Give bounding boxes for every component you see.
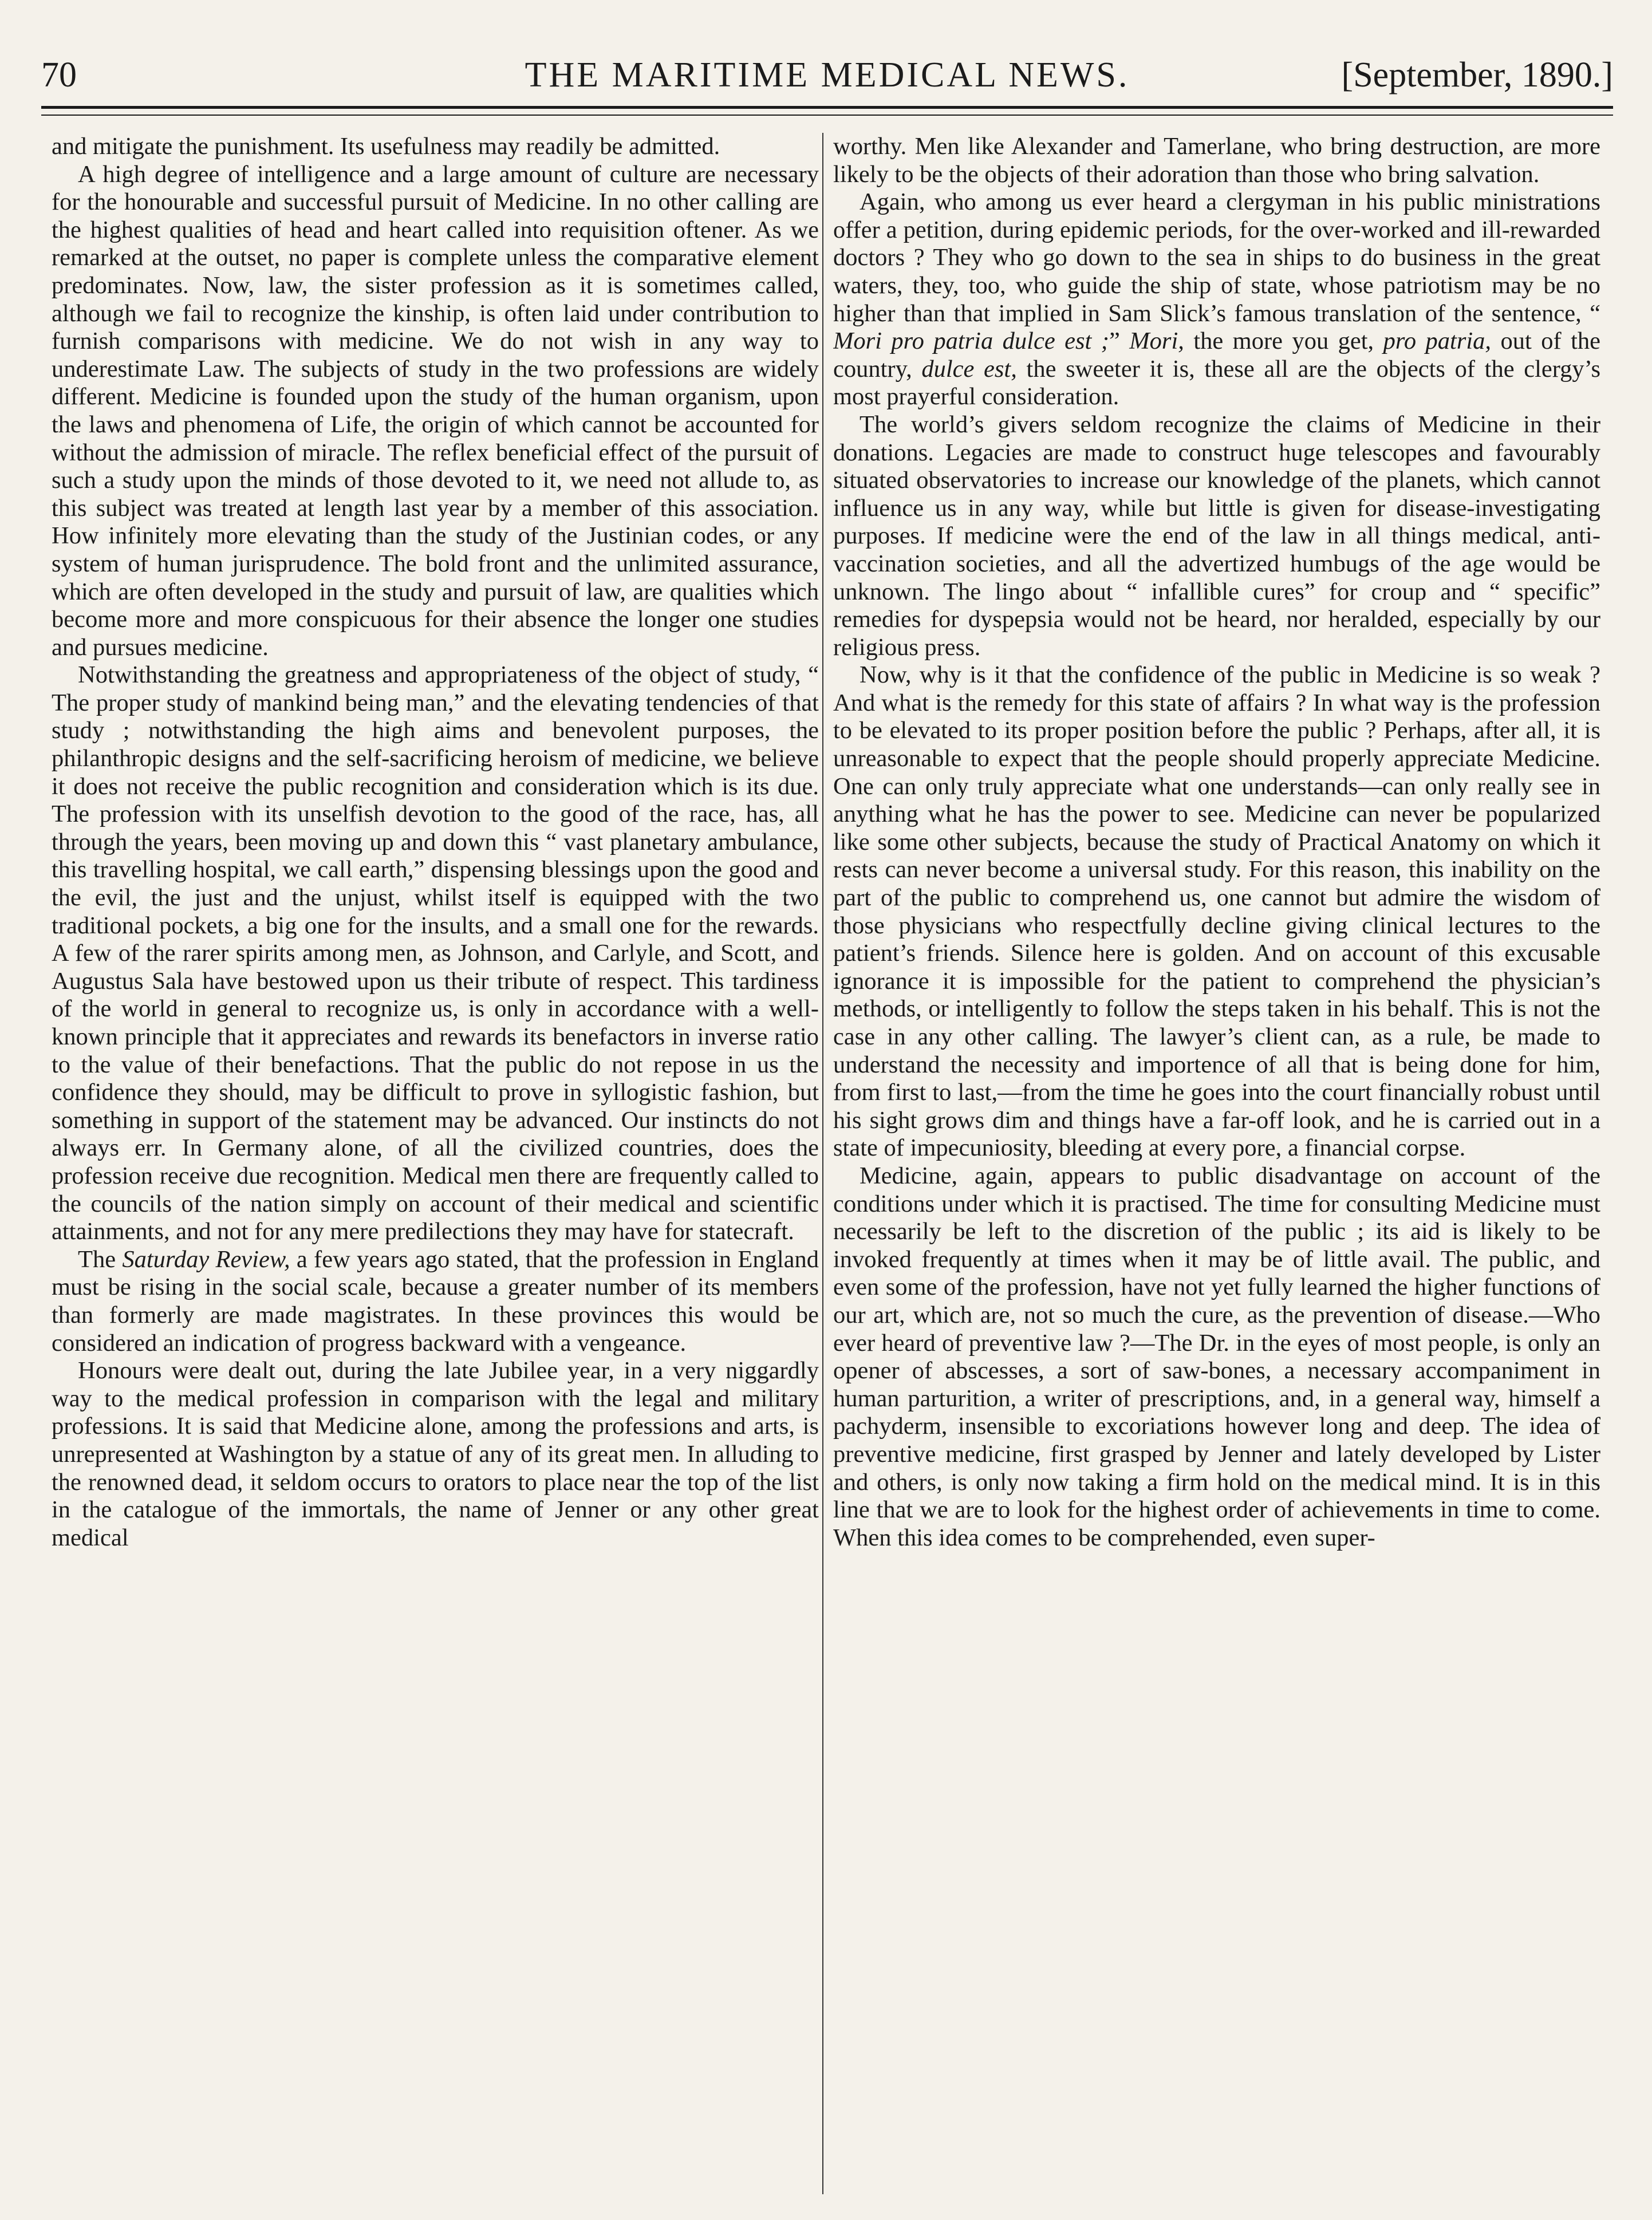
issue-date: [September, 1890.]	[1341, 56, 1613, 94]
journal-title: THE MARITIME MEDICAL NEWS.	[525, 56, 1130, 94]
paragraph: The world’s givers seldom recognize the claims of Medicine in their donations. Legacies are made to construct huge telescopes and favourably situated observatories to increase our knowledge of the planets, which cannot influence us in any way, while but little is given for disease-investigating purposes. If medicine were the end of the law in all things medical, anti-vaccination societies, and all the advertized humbugs of the age would be unknown. The lingo about “ infallible cures” for croup and “ specific” remedies for dyspepsia would not be heard, nor heralded, especially by our religious press.	[833, 411, 1600, 661]
publication-title: Saturday Review,	[122, 1245, 290, 1273]
page-number: 70	[41, 56, 77, 94]
paragraph-saturday-review: The Saturday Review, a few years ago stated, that the profession in England must be rising in the social scale, because a greater number of its members than formerly are made magistrates. In these provinces this would be considered an indication of progress backward with a vengeance.	[52, 1245, 819, 1357]
header-rule-thin	[41, 115, 1613, 116]
paragraph: Now, why is it that the confidence of the public in Medicine is so weak ? And what is the remedy for this state of affairs ? In what way is the profession to be elevated to its proper position before the public ? Perhaps, after all, it is unreasonable to expect that the people should properly appreciate Medicine. One can only truly appreciate what one understands—can only really see in anything what he has the power to see. Medicine can never be popularized like some other subjects, because the study of Practical Anatomy on which it rests can never become a universal study. For this reason, this inability on the part of the public to comprehend us, one cannot but admire the wisdom of those physicians who respectfully decline giving clinical lectures to the patient’s friends. Silence here is golden. And on account of this excusable ignorance it is impossible for the patient to comprehend the physician’s methods, or intelligently to follow the steps taken in his behalf. This is not the case in any other calling. The lawyer’s client can, as a rule, be made to understand the necessity and importence of all that is being done for him, from first to last,—from the time he goes into the court financially robust until his sight grows dim and things have a far-off look, and he is carried out in a state of impecuniosity, bleeding at every pore, a financial corpse.	[833, 661, 1600, 1162]
paragraph: A high degree of intelligence and a large amount of culture are necessary for the honourable and successful pursuit of Medicine. In no other calling are the highest qualities of head and heart called into requisition oftener. As we remarked at the outset, no paper is complete unless the comparative element predominates. Now, law, the sister profession as it is sometimes called, although we fail to recognize the kinship, is often laid under contribution to furnish comparisons with medicine. We do not wish in any way to underestimate Law. The subjects of study in the two professions are widely different. Medicine is founded upon the study of the human organism, upon the laws and phenomena of Life, the origin of which cannot be accounted for without the admission of miracle. The reflex beneficial effect of the pursuit of such a study upon the minds of those devoted to it, we need not allude to, as this subject was treated at length last year by a member of this association. How infinitely more elevating than the study of the Justinian codes, or any system of human jurisprudence. The bold front and the unlimited assurance, which are often developed in the study and pursuit of law, are qualities which become more and more conspicuous for their absence the longer one studies and pursues medicine.	[52, 160, 819, 661]
paragraph: Notwithstanding the greatness and appropriateness of the object of study, “ The proper study of mankind being man,” and the elevating tendencies of that study ; notwithstanding the high aims and benevolent purposes, the philanthropic designs and the self-sacrificing heroism of medicine, we believe it does not receive the public recognition and consideration which is its due. The profession with its unselfish devotion to the good of the race, has, all through the years, been moving up and down this “ vast planetary ambulance, this travelling hospital, we call earth,” dispensing blessings upon the good and the evil, the just and the unjust, whilst itself is equipped with the two traditional pockets, a big one for the insults, and a small one for the rewards. A few of the rarer spirits among men, as Johnson, and Carlyle, and Scott, and Augustus Sala have bestowed upon us their tribute of respect. This tardiness of the world in general to recognize us, is only in accordance with a well-known principle that it appreciates and rewards its benefactors in inverse ratio to the value of their benefactions. That the public do not repose in us the confidence they should, may be difficult to prove in syllogistic fashion, but something in support of the statement may be advanced. Our instincts do not always err. In Germany alone, of all the civilized countries, does the profession receive due recognition. Medical men there are frequently called to the councils of the nation simply on account of their medical and scientific attainments, and not for any mere predilections they may have for statecraft.	[52, 661, 819, 1245]
right-column	[833, 133, 1600, 2194]
paragraph: Honours were dealt out, during the late Jubilee year, in a very niggardly way to the medical profession in comparison with the legal and military professions. It is said that Medicine alone, among the professions and arts, is unrepresented at Washington by a statue of any of its great men. In alluding to the renowned dead, it seldom occurs to orators to place near the top of the list in the catalogue of the immortals, the name of Jenner or any other great medical	[52, 1357, 819, 1551]
paragraph: Medicine, again, appears to public disadvantage on account of the conditions under which it is practised. The time for consulting Medicine must necessarily be left to the discretion of the public ; its aid is likely to be invoked frequently at times when it may be of little avail. The public, and even some of the profession, have not yet fully learned the higher functions of our art, which are, not so much the cure, as the prevention of disease.—Who ever heard of preventive law ?—The Dr. in the eyes of most people, is only an opener of abscesses, a sort of saw-bones, a necessary accompaniment in human parturition, a writer of prescriptions, and, in a general way, himself a pachyderm, insensible to excoriations however long and deep. The idea of preventive medicine, first grasped by Jenner and lately developed by Lister and others, is only now taking a firm hold on the medical mind. It is in this line that we are to look for the highest order of achievements in time to come. When this idea comes to be comprehended, even super-	[833, 1162, 1600, 1551]
paragraph: worthy. Men like Alexander and Tamerlane, who bring destruction, are more likely to be the objects of their adoration than those who bring salvation.	[833, 133, 1600, 188]
column-divider	[822, 133, 823, 2194]
page-header	[41, 40, 1613, 109]
paragraph: and mitigate the punishment. Its usefulness may readily be admitted.	[52, 133, 720, 160]
header-rule-thick	[41, 106, 1613, 109]
left-column	[52, 133, 819, 2194]
paragraph: Again, who among us ever heard a clergyman in his public ministrations offer a petition, during epidemic periods, for the over-worked and ill-rewarded doctors ? They who go down to the sea in ships to do business in the great waters, they, too, who guide the ship of state, whose patriotism may be no higher than that implied in Sam Slick’s famous translation of the sentence, “ Mori pro patria dulce est ;” Mori, the more you get, pro patria, out of the country, dulce est, the sweeter it is, these all are the objects of the clergy’s most prayerful consideration.	[833, 188, 1600, 411]
